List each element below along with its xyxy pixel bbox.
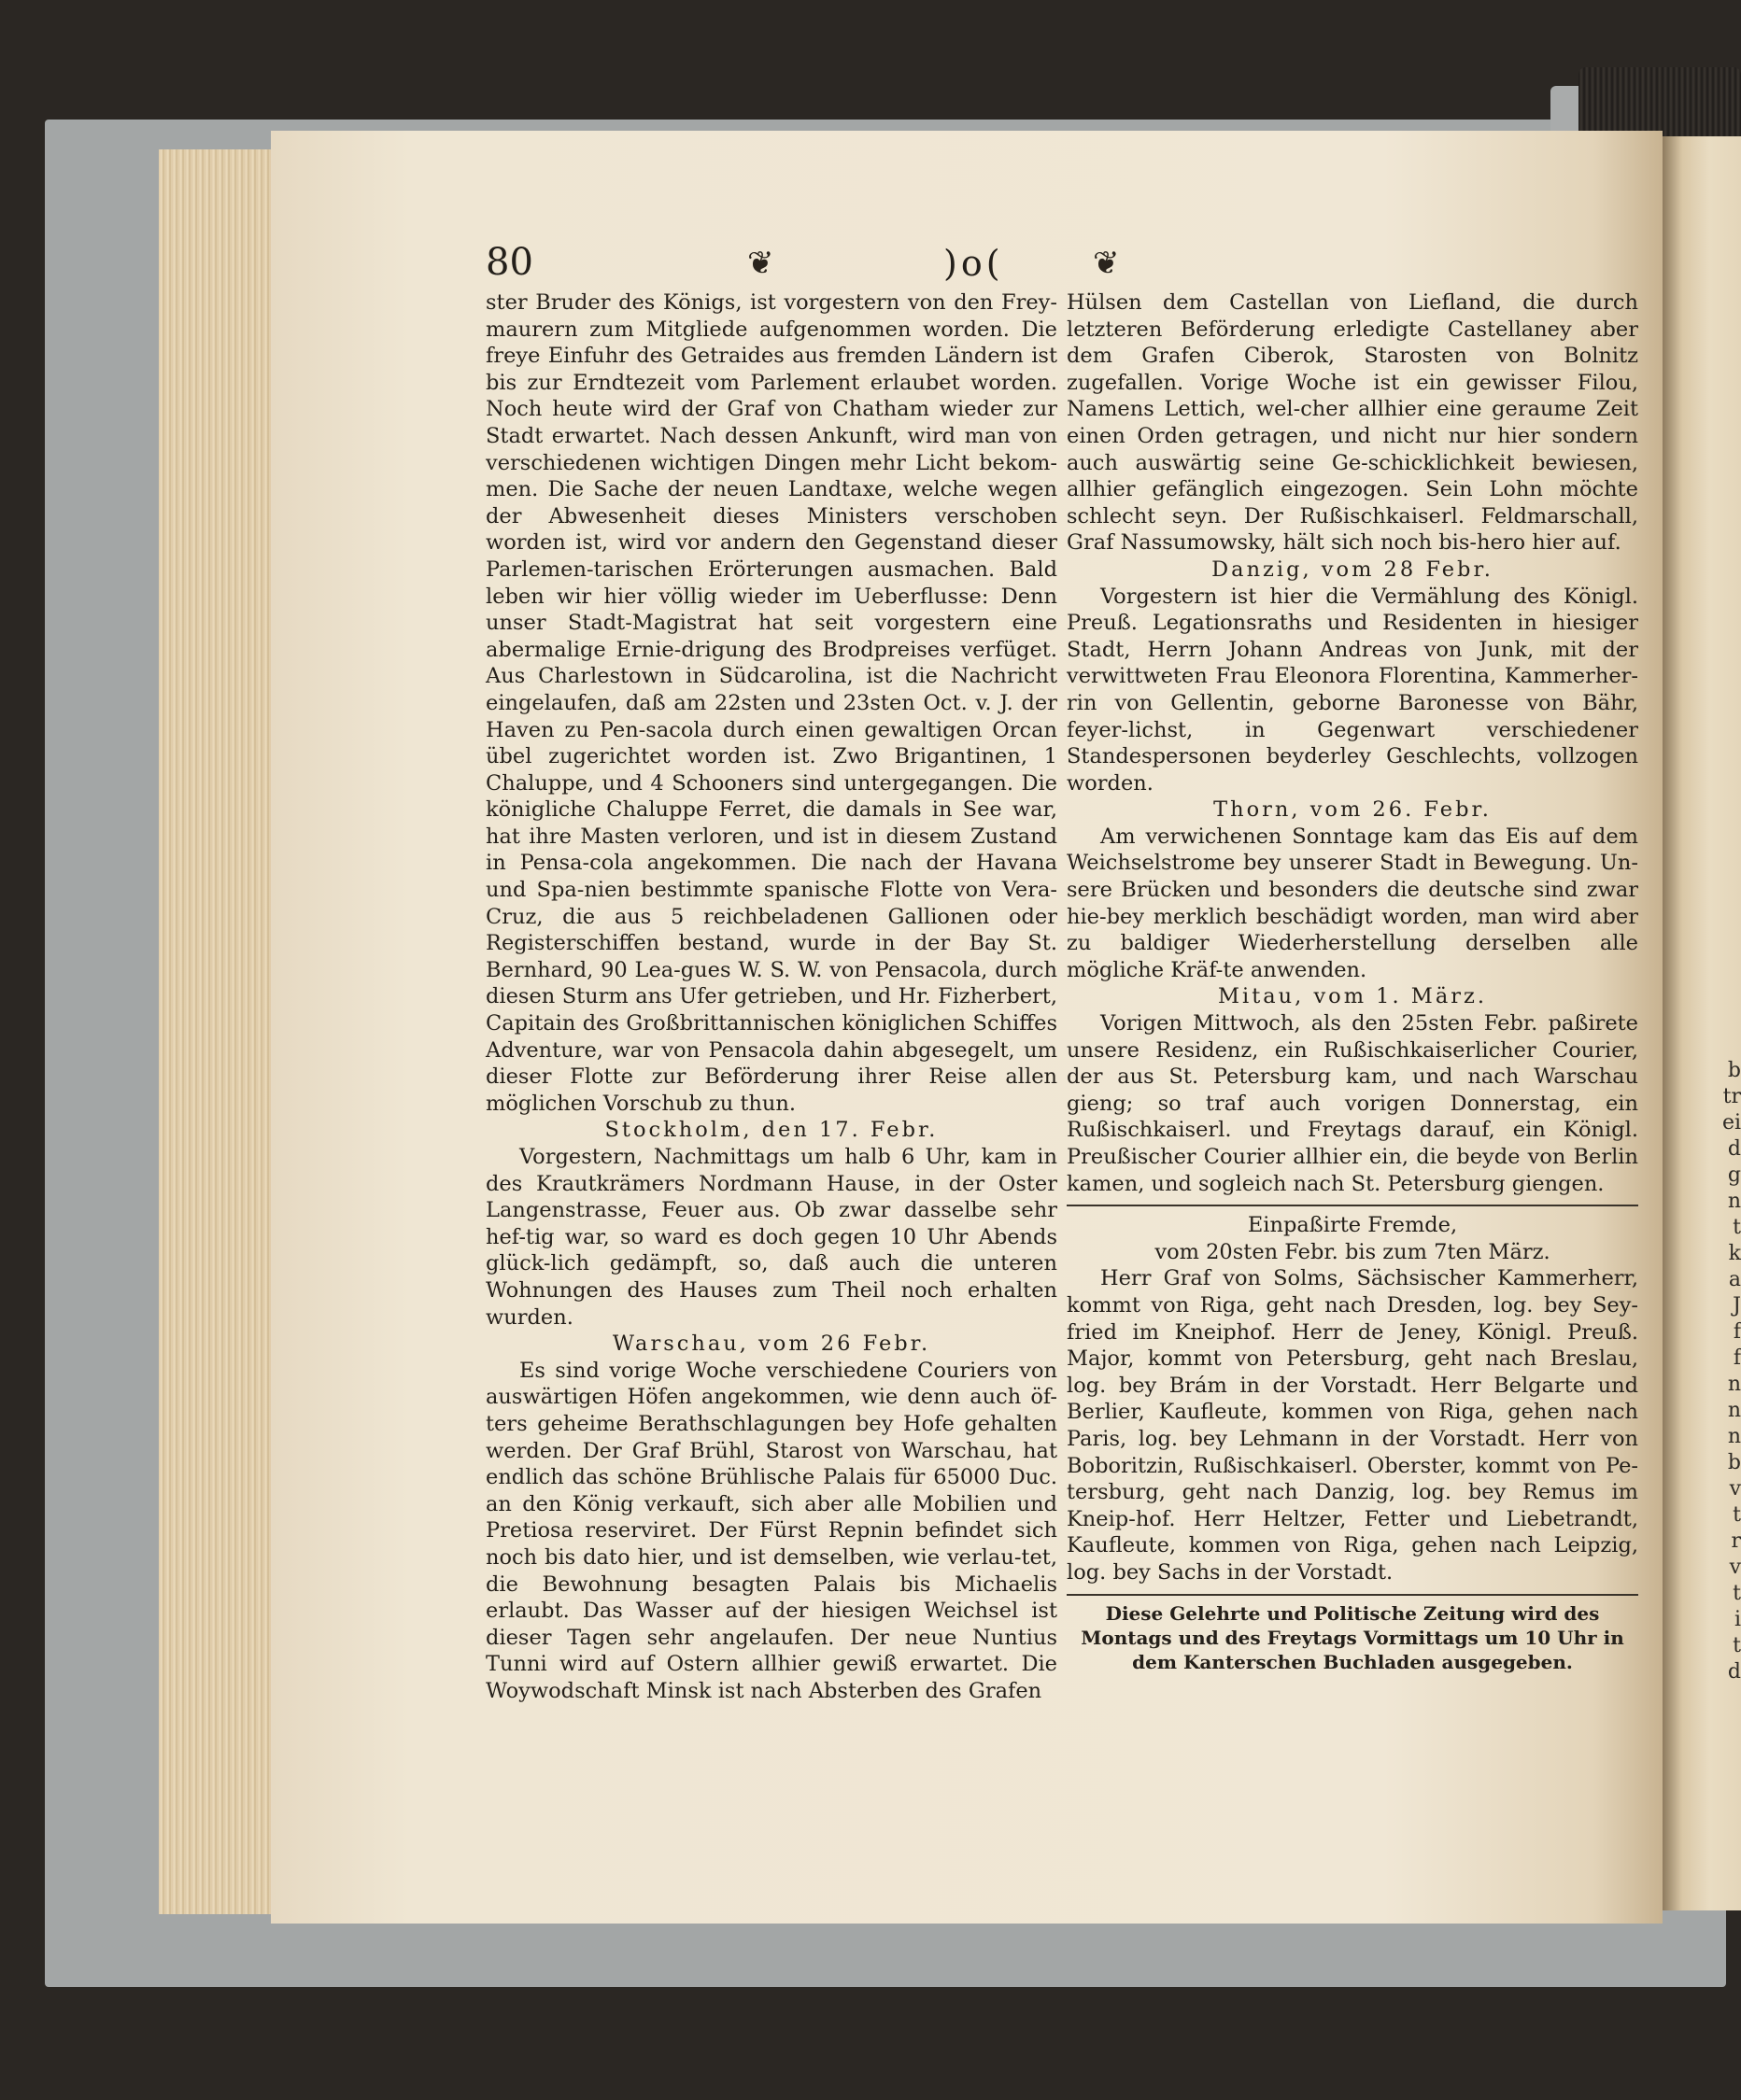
facing-page-edge bbox=[1663, 136, 1741, 1910]
shell-ornament-icon: ❦ bbox=[1093, 245, 1120, 282]
margin-fragment: g bbox=[1727, 1163, 1741, 1187]
paragraph: Hülsen dem Castellan von Liefland, die durch letzteren Beförderung erledigte Castellaney aber dem Grafen Ciberok, Starosten von Bolnitz zugefallen. Vorige Woche ist ein gewisser Filou, Namens Lettich, wel-cher allhier eine geraume Zeit einen Orden getragen, und nicht nur hier sondern auch auswärtig seine Ge-schicklichkeit bewiesen, allhier gefänglich eingezogen. Sein Lohn möchte schlecht seyn. Der Rußischkaiserl. Feldmarschall, Graf Nassumowsky, hält sich noch bis-hero hier auf. bbox=[1067, 290, 1638, 556]
divider bbox=[1067, 1594, 1638, 1596]
dateline: Danzig, vom 28 Febr. bbox=[1211, 557, 1493, 582]
right-column bbox=[1067, 289, 1638, 1674]
dateline: Thorn, vom 26. Febr. bbox=[1213, 797, 1492, 823]
margin-fragment: n bbox=[1727, 1399, 1741, 1422]
margin-fragment: tr bbox=[1722, 1085, 1741, 1108]
margin-fragment: d bbox=[1727, 1137, 1741, 1161]
paragraph: Herr Graf von Solms, Sächsischer Kammerherr, kommt von Riga, geht nach Dresden, log. bey Sey-fried im Kneiphof. Herr de Jeney, Königl. Preuß. Major, kommt von Petersburg, geht nach Breslau, log. bey Brám in der Vorstadt. Herr Belgarte und Berlier, Kaufleute, kommen von Riga, gehen nach Paris, log. bey Lehmann in der Vorstadt. Herr von Boboritzin, Rußischkaiserl. Oberster, kommt von Pe-tersburg, geht nach Danzig, log. bey Remus im Kneip-hof. Herr Heltzer, Fetter und Liebetrandt, Kaufleute, kommen von Riga, gehen nach Leipzig, log. bey Sachs in der Vorstadt. bbox=[1067, 1266, 1638, 1585]
margin-fragment: d bbox=[1727, 1660, 1741, 1684]
margin-fragment: t bbox=[1733, 1634, 1741, 1657]
dateline: Mitau, vom 1. März. bbox=[1217, 984, 1488, 1009]
margin-fragment: n bbox=[1727, 1190, 1741, 1213]
section-subheading: vom 20sten Febr. bis zum 7ten März. bbox=[1154, 1239, 1550, 1264]
page-edge-stack bbox=[159, 149, 290, 1914]
section-heading: Einpaßirte Fremde, bbox=[1247, 1213, 1458, 1238]
paragraph: Vorgestern ist hier die Vermählung des Königl. Preuß. Legationsraths und Residenten in hiesiger Stadt, Herrn Johann Andreas von Junk, mit der verwittweten Frau Eleonora Florentina, Kammerher-rin von Gellentin, geborne Baronesse von Bähr, feyer-lichst, in Gegenwart verschiedener Standespersonen beyderley Geschlechts, vollzogen worden. bbox=[1067, 584, 1638, 796]
margin-fragment: f bbox=[1733, 1346, 1741, 1370]
paragraph: Es sind vorige Woche verschiedene Couriers von auswärtigen Höfen angekommen, wie denn auch öf-ters geheime Berathschlagungen bey Hofe gehalten werden. Der Graf Brühl, Starost von Warschau, hat endlich das schöne Brühlische Palais für 65000 Duc. an den König verkauft, sich aber alle Mobilien und Pretiosa reserviret. Der Fürst Repnin befindet sich noch bis dato hier, und ist demselben, wie verlau-tet, die Bewohnung besagten Palais bis Michaelis erlaubt. Das Wasser auf der hiesigen Weichsel ist dieser Tagen sehr angelaufen. Der neue Nuntius Tunni wird auf Ostern allhier gewiß erwartet. Die Woywodschaft Minsk ist nach Absterben des Grafen bbox=[486, 1358, 1057, 1703]
dateline: Warschau, vom 26 Febr. bbox=[612, 1332, 931, 1357]
margin-fragment: t bbox=[1733, 1216, 1741, 1239]
divider bbox=[1067, 1205, 1638, 1206]
paragraph: Vorgestern, Nachmittags um halb 6 Uhr, kam in des Krautkrämers Nordmann Hause, in der Oster Langenstrasse, Feuer aus. Ob zwar dasselbe sehr hef-tig war, so ward es doch gegen 10 Uhr Abends glück-lich gedämpft, so, daß auch die unteren Wohnungen des Hauses zum Theil noch erhalten wurden. bbox=[486, 1145, 1057, 1330]
shell-ornament-icon: ❦ bbox=[747, 245, 774, 282]
margin-fragment: v bbox=[1729, 1556, 1741, 1579]
margin-fragment: b bbox=[1727, 1059, 1741, 1082]
margin-fragment: r bbox=[1731, 1529, 1741, 1553]
margin-fragment: t bbox=[1733, 1582, 1741, 1605]
center-mark: )o( bbox=[943, 243, 1004, 284]
page-header bbox=[486, 241, 1635, 297]
margin-fragment: t bbox=[1733, 1503, 1741, 1527]
dateline: Stockholm, den 17. Febr. bbox=[604, 1118, 939, 1143]
left-column bbox=[486, 289, 1057, 1704]
margin-fragment: k bbox=[1728, 1242, 1741, 1265]
margin-fragment: a bbox=[1728, 1268, 1741, 1291]
paragraph: ster Bruder des Königs, ist vorgestern von den Frey-maurern zum Mitgliede aufgenommen worden. Die freye Einfuhr des Getraides aus fremden Ländern ist bis zur Erndtezeit vom Parlement erlaubet worden. Noch heute wird der Graf von Chatham wieder zur Stadt erwartet. Nach dessen Ankunft, wird man von verschiedenen wichtigen Dingen mehr Licht bekom-men. Die Sache der neuen Landtaxe, welche wegen der Abwesenheit dieses Ministers verschoben worden ist, wird vor andern den Gegenstand dieser Parlemen-tarischen Erörterungen ausmachen. Bald leben wir hier völlig wieder im Ueberflusse: Denn unser Stadt-Magistrat hat seit vorgestern eine abermalige Ernie-drigung des Brodpreises verfüget. Aus Charlestown in Südcarolina, ist die Nachricht eingelaufen, daß am 22sten und 23sten Oct. v. J. der Haven zu Pen-sacola durch einen gewaltigen Orcan übel zugerichtet worden ist. Zwo Brigantinen, 1 Chaluppe, und 4 Schooners sind untergegangen. Die königliche Chaluppe Ferret, die damals in See war, hat ihre Masten verloren, und ist in diesem Zustand in Pensa-cola angekommen. Die nach der Havana und Spa-nien bestimmte spanische Flotte von Vera-Cruz, die aus 5 reichbeladenen Gallionen oder Registerschiffen bestand, wurde in der Bay St. Bernhard, 90 Lea-gues W. S. W. von Pensacola, durch diesen Sturm ans Ufer getrieben, und Hr. Fizherbert, Capitain des Großbrittannischen königlichen Schiffes Adventure, war von Pensacola dahin abgesegelt, um dieser Flotte zur Beförderung ihrer Reise allen möglichen Vorschub zu thun. bbox=[486, 290, 1057, 1116]
paragraph: Am verwichenen Sonntage kam das Eis auf dem Weichselstrome bey unserer Stadt in Bewegung. Un-sere Brücken und besonders die deutsche sind zwar hie-bey merklich beschädigt worden, man wird aber zu baldiger Wiederherstellung derselben alle mögliche Kräf-te anwenden. bbox=[1067, 824, 1638, 982]
margin-fragment: ei bbox=[1721, 1111, 1741, 1135]
publication-notice: Diese Gelehrte und Politische Zeitung wird des Montags und des Freytags Vormittags um 10 Uhr in dem Kanterschen Buchladen ausgegeben. bbox=[1081, 1601, 1624, 1673]
page-number: 80 bbox=[486, 241, 533, 284]
margin-fragment: i bbox=[1734, 1608, 1741, 1631]
margin-fragment: J bbox=[1733, 1294, 1741, 1318]
margin-fragment: f bbox=[1733, 1320, 1741, 1344]
margin-fragment: n bbox=[1727, 1425, 1741, 1448]
margin-fragment: b bbox=[1727, 1451, 1741, 1474]
margin-fragment: v bbox=[1729, 1477, 1741, 1501]
margin-fragment: n bbox=[1727, 1373, 1741, 1396]
paragraph: Vorigen Mittwoch, als den 25sten Febr. paßirete unsere Residenz, ein Rußischkaiserlicher Courier, der aus St. Petersburg kam, und nach Warschau gieng; so traf auch vorigen Donnerstag, ein Rußischkaiserl. und Freytags darauf, ein Königl. Preußischer Courier allhier ein, die beyde von Berlin kamen, und sogleich nach St. Petersburg giengen. bbox=[1067, 1011, 1638, 1196]
